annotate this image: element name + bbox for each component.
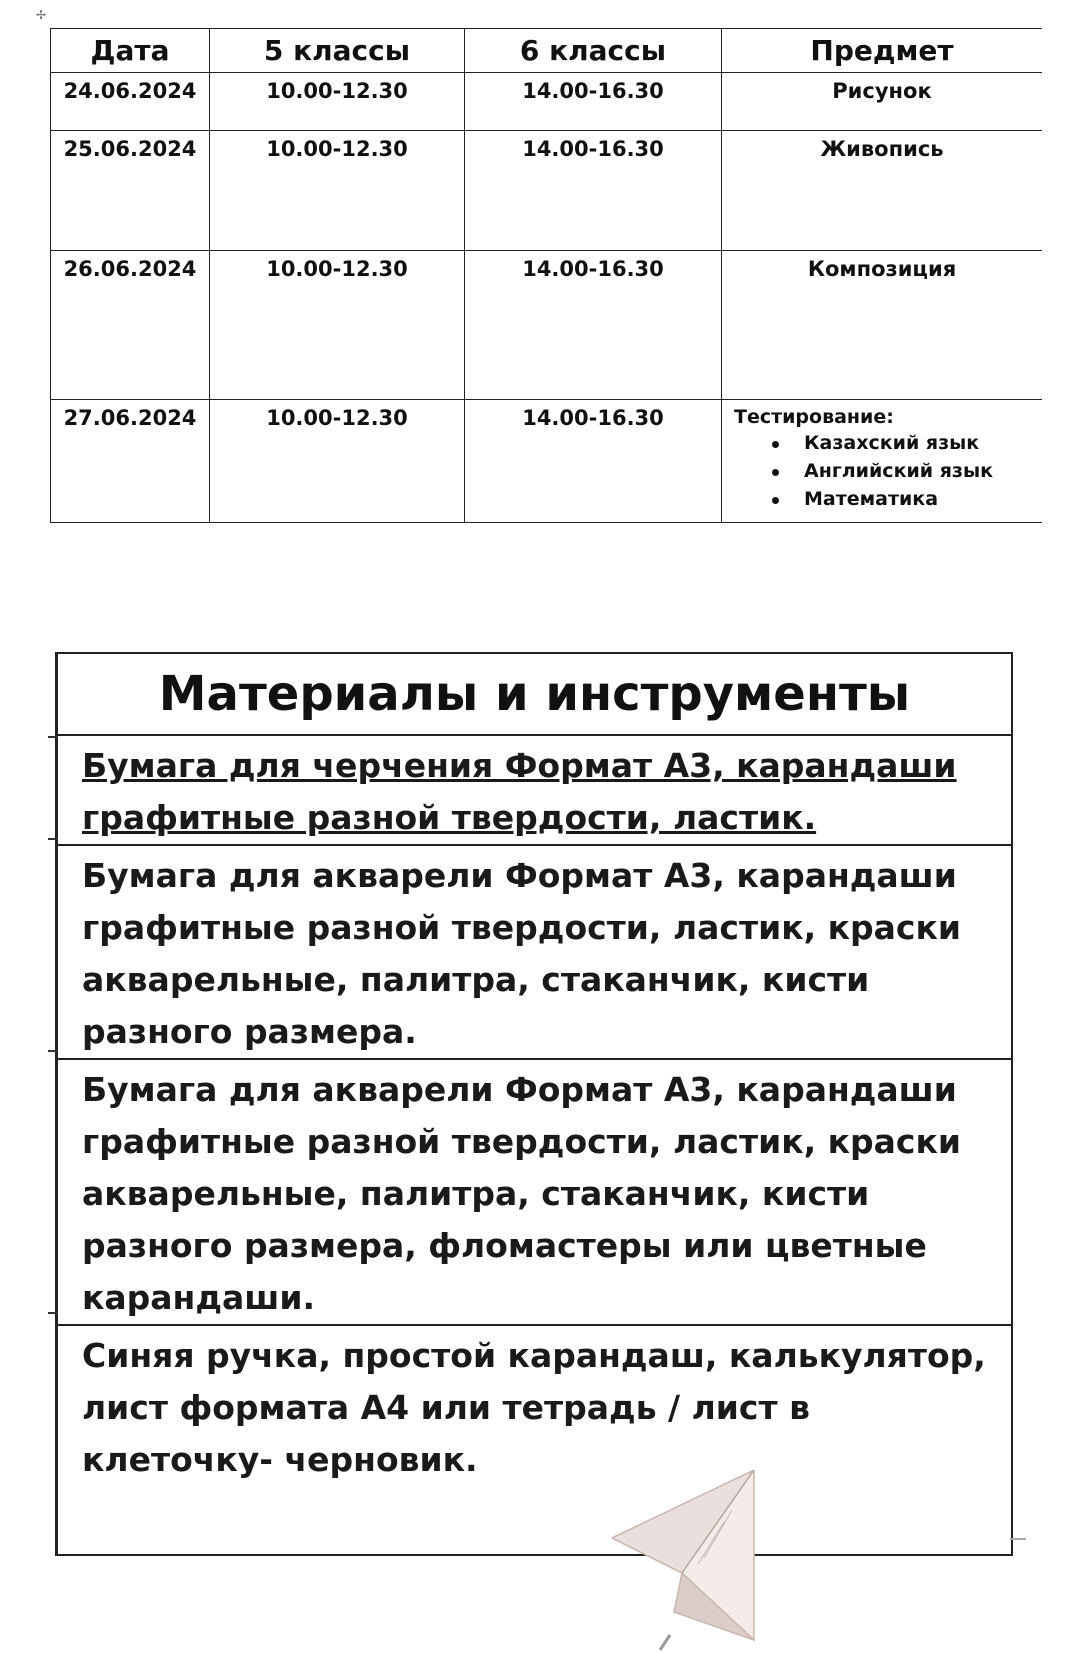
schedule-table xyxy=(50,28,1042,523)
grade5-time-cell: 10.00-12.30 xyxy=(266,406,408,430)
header-grade6: 6 классы xyxy=(465,29,722,73)
table-move-handle-icon[interactable]: ✢ xyxy=(35,8,47,22)
row-divider-extension xyxy=(48,736,58,738)
grade5-time-cell: 10.00-12.30 xyxy=(266,79,408,103)
table-row xyxy=(57,845,1013,1059)
table-row xyxy=(51,73,1043,131)
date-cell: 27.06.2024 xyxy=(63,406,197,430)
row-divider-extension xyxy=(48,1312,58,1314)
materials-item: Бумага для черчения Формат А3, карандаши графитные разной твердости, ластик. xyxy=(82,746,957,837)
schedule-header-row xyxy=(51,29,1043,73)
date-cell: 25.06.2024 xyxy=(63,137,197,161)
header-date: Дата xyxy=(51,29,210,73)
header-subject: Предмет xyxy=(722,29,1043,73)
row-divider-extension xyxy=(48,1050,58,1052)
grade5-time-cell: 10.00-12.30 xyxy=(266,137,408,161)
materials-item: Синяя ручка, простой карандаш, калькулятор, лист формата А4 или тетрадь / лист в клеточку- черновик. xyxy=(57,1325,1013,1555)
subject-cell: Композиция xyxy=(807,257,957,281)
table-row xyxy=(57,1059,1013,1325)
subject-cell: Живопись xyxy=(820,137,944,161)
materials-title: Материалы и инструменты xyxy=(57,653,1013,735)
date-cell: 26.06.2024 xyxy=(63,257,197,281)
row-divider-extension xyxy=(1010,1538,1026,1540)
list-item: Математика xyxy=(804,488,1042,510)
cropped-text-fragment xyxy=(100,528,1060,536)
grade6-time-cell: 14.00-16.30 xyxy=(522,257,664,281)
row-divider-extension xyxy=(48,838,58,840)
table-row xyxy=(51,131,1043,251)
header-grade5: 5 классы xyxy=(210,29,465,73)
testing-list xyxy=(722,432,1042,510)
grade6-time-cell: 14.00-16.30 xyxy=(522,137,664,161)
list-item: Английский язык xyxy=(804,460,1042,482)
table-row xyxy=(57,735,1013,845)
table-row xyxy=(51,400,1043,523)
materials-item: Бумага для акварели Формат А3, карандаши графитные разной твердости, ластик, краски акварельные, палитра, стаканчик, кисти разного размера. xyxy=(57,845,1013,1059)
list-item: Казахский язык xyxy=(804,432,1042,454)
materials-item: Бумага для акварели Формат А3, карандаши графитные разной твердости, ластик, краски акварельные, палитра, стаканчик, кисти разного размера, фломастеры или цветные карандаши. xyxy=(57,1059,1013,1325)
grade6-time-cell: 14.00-16.30 xyxy=(522,406,664,430)
table-row xyxy=(57,1325,1013,1555)
grade6-time-cell: 14.00-16.30 xyxy=(522,79,664,103)
subject-cell: Рисунок xyxy=(832,79,932,103)
testing-title: Тестирование: xyxy=(734,406,894,428)
paper-plane-icon xyxy=(612,1470,762,1653)
date-cell: 24.06.2024 xyxy=(63,79,197,103)
table-row xyxy=(51,251,1043,400)
materials-table xyxy=(55,652,1013,1556)
grade5-time-cell: 10.00-12.30 xyxy=(266,257,408,281)
